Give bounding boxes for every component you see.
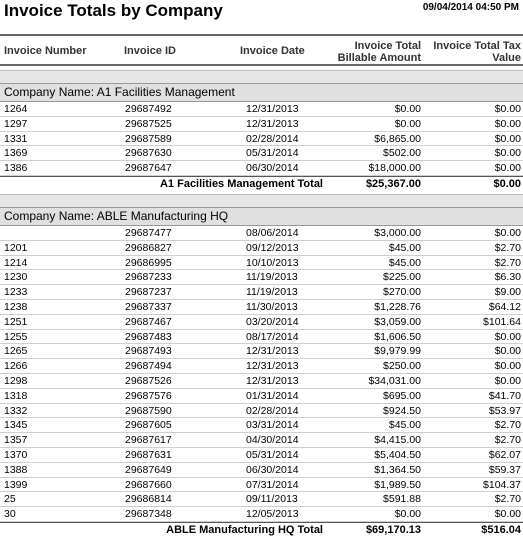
table-row [0, 389, 523, 404]
column-header-invoice-id[interactable]: Invoice ID [124, 45, 176, 57]
billable-amount-cell: $45.00 [388, 256, 421, 269]
invoice-id-cell: 29687525 [125, 117, 172, 130]
invoice-id-cell: 29687467 [125, 315, 172, 328]
tax-value-cell: $2.70 [494, 493, 521, 506]
invoice-number-cell: 1265 [4, 345, 28, 358]
invoice-number-cell: 1230 [4, 271, 28, 284]
invoice-date-cell: 08/06/2014 [246, 227, 299, 239]
invoice-id-cell: 29687237 [125, 286, 172, 299]
tax-value-cell: $0.00 [494, 162, 521, 175]
invoice-number-cell: 1370 [4, 448, 28, 461]
table-row [0, 146, 523, 161]
invoice-number-cell: 1399 [4, 478, 28, 491]
table-row [0, 315, 523, 330]
tax-value-cell: $62.07 [488, 448, 521, 461]
invoice-date-cell: 02/28/2014 [246, 132, 299, 145]
invoice-number-cell: 1331 [4, 132, 28, 145]
billable-amount-cell: $250.00 [383, 360, 421, 373]
table-row [0, 102, 523, 117]
report-header [0, 0, 523, 34]
tax-value-cell: $0.00 [494, 360, 521, 373]
tax-value-cell: $64.12 [488, 300, 521, 313]
invoice-number-cell: 1388 [4, 463, 28, 476]
invoice-id-cell: 29687647 [125, 162, 172, 175]
table-row [0, 285, 523, 300]
table-row [0, 241, 523, 256]
group-total-tax: $516.04 [481, 523, 521, 536]
column-header-billable-line2: Billable Amount [337, 52, 421, 64]
tax-value-cell: $0.00 [494, 345, 521, 358]
tax-value-cell: $0.00 [494, 147, 521, 160]
table-row [0, 433, 523, 448]
invoice-date-cell: 08/17/2014 [246, 330, 299, 343]
report-title: Invoice Totals by Company [4, 1, 223, 20]
tax-value-cell: $104.37 [483, 478, 521, 491]
table-row [0, 478, 523, 493]
invoice-number-cell: 1345 [4, 419, 28, 432]
tax-value-cell: $9.00 [494, 286, 521, 299]
billable-amount-cell: $6,865.00 [374, 132, 421, 145]
invoice-date-cell: 06/30/2014 [246, 463, 299, 476]
tax-value-cell: $2.70 [494, 434, 521, 447]
invoice-date-cell: 06/30/2014 [246, 162, 299, 175]
invoice-id-cell: 29686827 [125, 241, 172, 254]
table-row [0, 161, 523, 176]
invoice-id-cell: 29687493 [125, 345, 172, 358]
column-header-tax-line1: Invoice Total Tax [433, 40, 521, 52]
invoice-id-cell: 29687576 [125, 389, 172, 402]
tax-value-cell: $0.00 [494, 117, 521, 130]
invoice-number-cell: 1318 [4, 389, 28, 402]
invoice-number-cell: 1255 [4, 330, 28, 343]
billable-amount-cell: $1,228.76 [374, 300, 421, 313]
tax-value-cell: $0.00 [494, 103, 521, 115]
column-header-billable-amount[interactable] [311, 40, 421, 64]
tax-value-cell: $53.97 [488, 404, 521, 417]
invoice-date-cell: 11/19/2013 [246, 271, 298, 284]
invoice-date-cell: 09/11/2013 [246, 493, 298, 506]
company-group-able [0, 194, 523, 539]
group-rows [0, 226, 523, 522]
invoice-number-cell: 1238 [4, 300, 28, 313]
table-row [0, 117, 523, 132]
invoice-id-cell: 29687483 [125, 330, 172, 343]
invoice-number-cell: 1251 [4, 315, 28, 328]
column-header-tax-line2: Value [492, 52, 521, 64]
invoice-id-cell: 29687233 [125, 271, 172, 284]
billable-amount-cell: $502.00 [383, 147, 421, 160]
invoice-number-cell: 1386 [4, 162, 28, 175]
billable-amount-cell: $9,979.99 [374, 345, 421, 358]
invoice-date-cell: 01/31/2014 [246, 389, 299, 402]
billable-amount-cell: $45.00 [388, 241, 421, 254]
invoice-id-cell: 29687477 [125, 227, 172, 239]
table-row [0, 132, 523, 147]
invoice-date-cell: 05/31/2014 [246, 147, 299, 160]
column-header-bar [0, 34, 523, 66]
table-row [0, 492, 523, 507]
tax-value-cell: $2.70 [494, 256, 521, 269]
table-row [0, 256, 523, 271]
invoice-date-cell: 10/10/2013 [246, 256, 299, 269]
invoice-number-cell: 1201 [4, 241, 28, 254]
invoice-number-cell: 1264 [4, 103, 28, 115]
column-header-invoice-date[interactable]: Invoice Date [240, 45, 305, 57]
tax-value-cell: $0.00 [494, 227, 521, 239]
invoice-date-cell: 11/30/2013 [246, 300, 298, 313]
invoice-number-cell: 25 [4, 493, 16, 506]
column-header-tax-value[interactable] [421, 40, 521, 64]
invoice-id-cell: 29686814 [125, 493, 172, 506]
table-row [0, 448, 523, 463]
invoice-date-cell: 12/31/2013 [246, 360, 299, 373]
invoice-number-cell: 1214 [4, 256, 28, 269]
table-row [0, 404, 523, 419]
invoice-number-cell: 1357 [4, 434, 28, 447]
billable-amount-cell: $225.00 [383, 271, 421, 284]
group-total-row [0, 522, 523, 539]
invoice-date-cell: 05/31/2014 [246, 448, 299, 461]
invoice-id-cell: 29687526 [125, 374, 172, 387]
billable-amount-cell: $3,059.00 [374, 315, 421, 328]
billable-amount-cell: $4,415.00 [374, 434, 421, 447]
invoice-date-cell: 11/19/2013 [246, 286, 298, 299]
invoice-date-cell: 03/31/2014 [246, 419, 299, 432]
tax-value-cell: $0.00 [494, 508, 521, 521]
invoice-id-cell: 29687492 [125, 103, 172, 115]
billable-amount-cell: $924.50 [383, 404, 421, 417]
billable-amount-cell: $270.00 [383, 286, 421, 299]
invoice-id-cell: 29687617 [125, 434, 172, 447]
invoice-date-cell: 07/31/2014 [246, 478, 299, 491]
table-row [0, 330, 523, 345]
invoice-id-cell: 29687630 [125, 147, 172, 160]
invoice-number-cell: 1298 [4, 374, 28, 387]
group-total-tax: $0.00 [493, 177, 521, 190]
billable-amount-cell: $1,364.50 [374, 463, 421, 476]
invoice-date-cell: 12/31/2013 [246, 374, 299, 387]
table-row [0, 359, 523, 374]
billable-amount-cell: $695.00 [383, 389, 421, 402]
company-group-a1 [0, 70, 523, 193]
tax-value-cell: $2.70 [494, 419, 521, 432]
billable-amount-cell: $591.88 [383, 493, 421, 506]
table-row [0, 418, 523, 433]
billable-amount-cell: $45.00 [388, 419, 421, 432]
table-row [0, 270, 523, 285]
invoice-number-cell: 1297 [4, 117, 28, 130]
report-datetime: 09/04/2014 04:50 PM [422, 2, 519, 13]
billable-amount-cell: $3,000.00 [374, 227, 421, 239]
invoice-id-cell: 29687605 [125, 419, 172, 432]
invoice-date-cell: 03/20/2014 [246, 315, 299, 328]
table-row [0, 226, 523, 241]
invoice-number-cell: 1233 [4, 286, 28, 299]
invoice-number-cell: 30 [4, 508, 16, 521]
invoice-number-cell: 1332 [4, 404, 28, 417]
group-total-row [0, 176, 523, 193]
tax-value-cell: $2.70 [494, 241, 521, 254]
group-total-amount: $25,367.00 [365, 177, 421, 190]
invoice-date-cell: 02/28/2014 [246, 404, 299, 417]
billable-amount-cell: $18,000.00 [368, 162, 421, 175]
tax-value-cell: $41.70 [488, 389, 521, 402]
group-header: Company Name: ABLE Manufacturing HQ [0, 207, 523, 226]
billable-amount-cell: $1,606.50 [374, 330, 421, 343]
invoice-id-cell: 29687348 [125, 508, 172, 521]
invoice-id-cell: 29687649 [125, 463, 172, 476]
invoice-number-cell: 1369 [4, 147, 28, 160]
billable-amount-cell: $0.00 [394, 103, 421, 115]
billable-amount-cell: $5,404.50 [374, 448, 421, 461]
tax-value-cell: $0.00 [494, 330, 521, 343]
tax-value-cell: $0.00 [494, 374, 521, 387]
billable-amount-cell: $34,031.00 [368, 374, 421, 387]
column-header-billable-line1: Invoice Total [354, 40, 421, 52]
invoice-date-cell: 12/31/2013 [246, 345, 299, 358]
invoice-date-cell: 12/31/2013 [246, 117, 299, 130]
column-header-invoice-number[interactable]: Invoice Number [4, 45, 87, 57]
group-total-amount: $69,170.13 [365, 523, 421, 536]
invoice-id-cell: 29687337 [125, 300, 172, 313]
table-row [0, 463, 523, 478]
invoice-id-cell: 29687631 [125, 448, 172, 461]
billable-amount-cell: $1,989.50 [374, 478, 421, 491]
billable-amount-cell: $0.00 [394, 117, 421, 130]
group-band [0, 70, 523, 83]
tax-value-cell: $6.30 [494, 271, 521, 284]
table-row [0, 300, 523, 315]
billable-amount-cell: $0.00 [394, 508, 421, 521]
invoice-id-cell: 29686995 [125, 256, 172, 269]
invoice-id-cell: 29687590 [125, 404, 172, 417]
invoice-date-cell: 12/05/2013 [246, 508, 299, 521]
table-row [0, 374, 523, 389]
invoice-number-cell: 1266 [4, 360, 28, 373]
group-header: Company Name: A1 Facilities Management [0, 83, 523, 102]
invoice-id-cell: 29687660 [125, 478, 172, 491]
group-total-label: ABLE Manufacturing HQ Total [166, 523, 323, 536]
invoice-date-cell: 12/31/2013 [246, 103, 299, 115]
group-total-label: A1 Facilities Management Total [159, 177, 323, 190]
invoice-date-cell: 04/30/2014 [246, 434, 299, 447]
tax-value-cell: $0.00 [494, 132, 521, 145]
table-row [0, 344, 523, 359]
tax-value-cell: $59.37 [488, 463, 521, 476]
tax-value-cell: $101.64 [483, 315, 521, 328]
group-rows [0, 102, 523, 176]
invoice-date-cell: 09/12/2013 [246, 241, 299, 254]
table-row [0, 507, 523, 522]
invoice-id-cell: 29687589 [125, 132, 172, 145]
group-band [0, 194, 523, 207]
invoice-id-cell: 29687494 [125, 360, 172, 373]
